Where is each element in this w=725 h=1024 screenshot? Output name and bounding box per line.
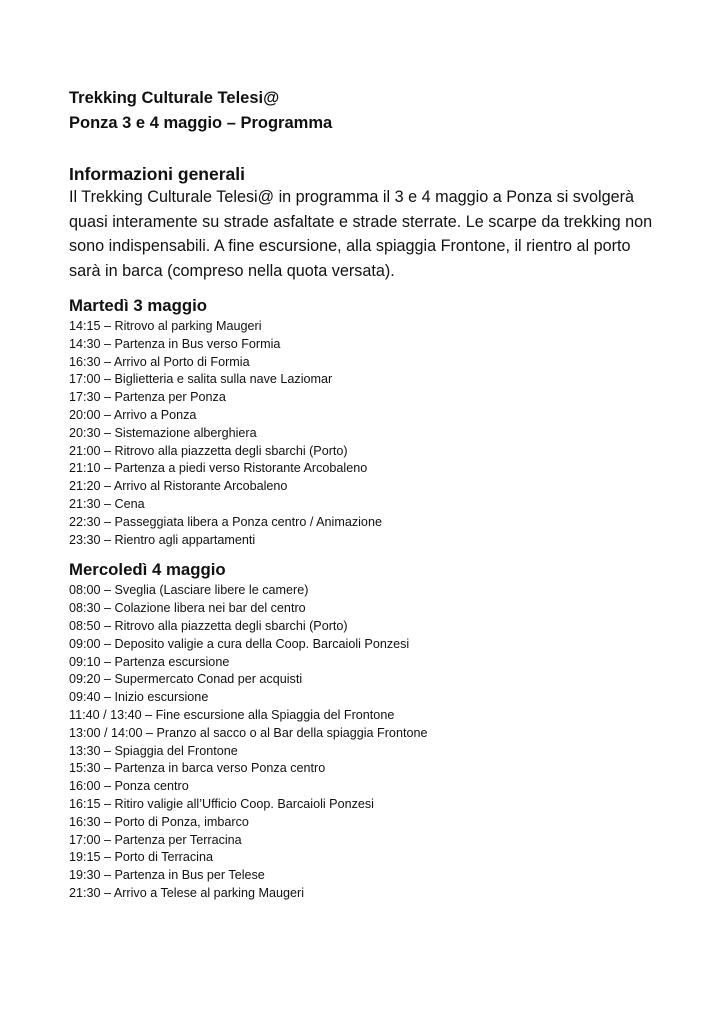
schedule-item: 23:30 – Rientro agli appartamenti [69,532,256,547]
schedule-item: 08:50 – Ritrovo alla piazzetta degli sbarchi (Porto) [69,618,348,633]
schedule-item: 09:10 – Partenza escursione [69,654,230,669]
document-title: Trekking Culturale Telesi@ [69,89,280,107]
schedule-item: 15:30 – Partenza in barca verso Ponza centro [69,761,326,776]
schedule-item: 21:10 – Partenza a piedi verso Ristorante Arcobaleno [69,461,368,476]
schedule-item: 21:30 – Cena [69,496,145,511]
schedule-item: 08:00 – Sveglia (Lasciare libere le camere) [69,583,309,598]
schedule-item: 16:00 – Ponza centro [69,779,189,794]
schedule-item: 08:30 – Colazione libera nei bar del centro [69,601,306,616]
general-info-section [69,163,665,283]
schedule-item: 19:15 – Porto di Terracina [69,850,213,865]
day-title: Mercoledì 4 maggio [69,560,226,580]
document-header [69,86,665,136]
schedule-item: 17:00 – Partenza per Terracina [69,832,242,847]
schedule-list [69,582,665,902]
schedule-item: 17:30 – Partenza per Ponza [69,390,226,405]
schedule-item: 09:20 – Supermercato Conad per acquisti [69,672,303,687]
day-title: Martedì 3 maggio [69,296,208,315]
schedule-item: 21:00 – Ritrovo alla piazzetta degli sbarchi (Porto) [69,443,348,458]
schedule-item: 19:30 – Partenza in Bus per Telese [69,868,265,883]
schedule-item: 09:40 – Inizio escursione [69,690,209,705]
schedule-item: 13:00 / 14:00 – Pranzo al sacco o al Bar della spiaggia Frontone [69,725,428,740]
schedule-item: 21:20 – Arrivo al Ristorante Arcobaleno [69,479,288,494]
schedule-item: 14:15 – Ritrovo al parking Maugeri [69,319,262,333]
schedule-item: 20:00 – Arrivo a Ponza [69,407,197,422]
schedule-item: 17:00 – Biglietteria e salita sulla nave Laziomar [69,372,333,387]
schedule-item: 14:30 – Partenza in Bus verso Formia [69,336,281,351]
schedule-item: 16:30 – Arrivo al Porto di Formia [69,354,250,369]
day-wednesday-section [69,559,665,902]
day-tuesday-section [69,295,665,549]
schedule-list [69,318,665,549]
schedule-item: 09:00 – Deposito valigie a cura della Coop. Barcaioli Ponzesi [69,636,410,651]
general-info-text: Il Trekking Culturale Telesi@ in programma il 3 e 4 maggio a Ponza si svolgerà quasi interamente su strade asfaltate e strade sterrate. Le scarpe da trekking non sono indispensabili. A fine escursione, alla spiaggia Frontone, il rientro al porto sarà in barca (compreso nella quota versata). [69,188,653,280]
schedule-item: 22:30 – Passeggiata libera a Ponza centro / Animazione [69,514,382,529]
schedule-item: 21:30 – Arrivo a Telese al parking Maugeri [69,885,304,900]
schedule-item: 13:30 – Spiaggia del Frontone [69,743,238,758]
schedule-item: 16:30 – Porto di Ponza, imbarco [69,814,249,829]
schedule-item: 20:30 – Sistemazione alberghiera [69,425,257,440]
general-info-heading: Informazioni generali [69,164,245,184]
schedule-item: 16:15 – Ritiro valigie all’Ufficio Coop. Barcaioli Ponzesi [69,796,374,811]
schedule-item: 11:40 / 13:40 – Fine escursione alla Spiaggia del Frontone [69,707,395,722]
document-subtitle: Ponza 3 e 4 maggio – Programma [69,114,333,132]
